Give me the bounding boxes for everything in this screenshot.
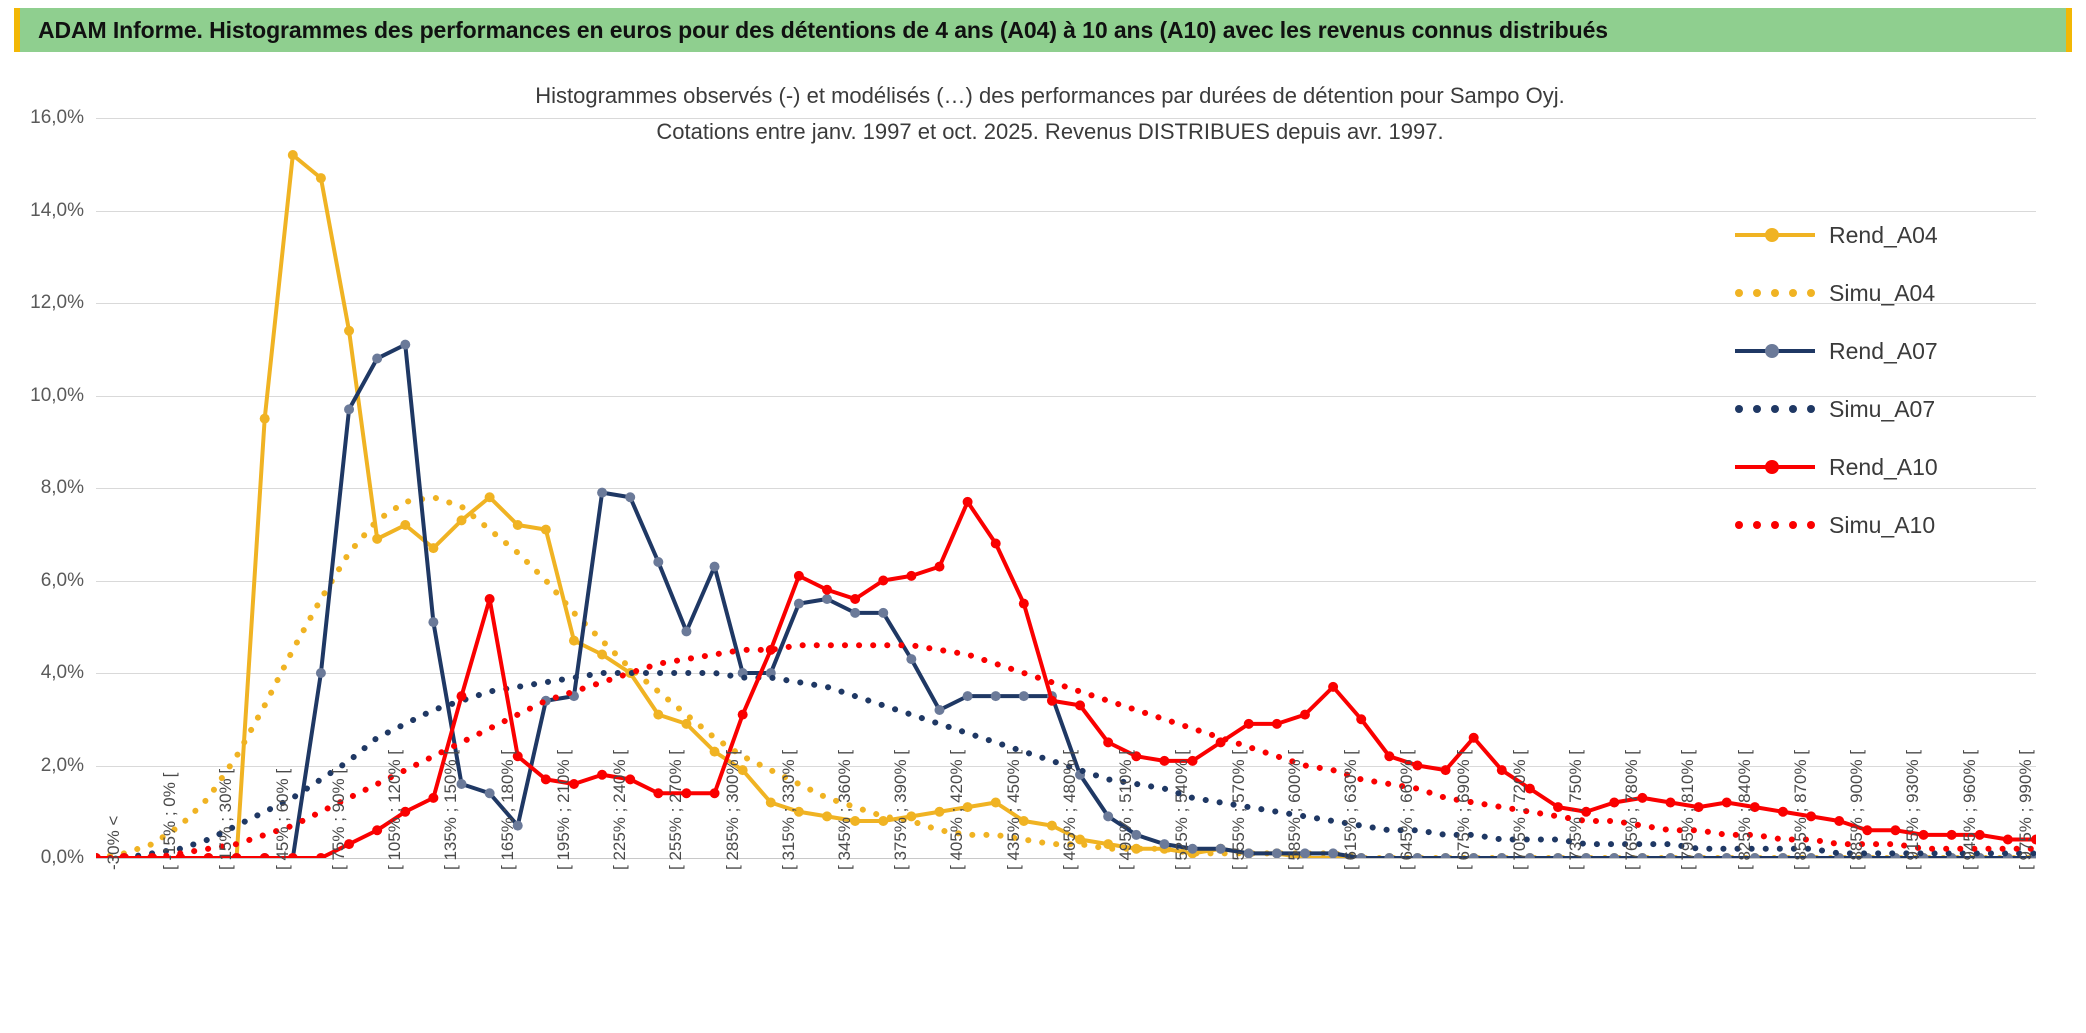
series-marker [203, 853, 213, 858]
series-marker [878, 576, 888, 586]
series-marker [372, 354, 382, 364]
x-axis-tick-label: [ 885% ; 900% [ [1847, 749, 1867, 870]
x-axis-tick-label: [ 735% ; 750% [ [1566, 749, 1586, 870]
series-marker [316, 668, 326, 678]
series-marker [991, 691, 1001, 701]
series-marker [485, 788, 495, 798]
x-axis-tick-label: [ 555% ; 570% [ [1228, 749, 1248, 870]
series-marker [541, 525, 551, 535]
x-axis-tick-label: [ 255% ; 270% [ [666, 749, 686, 870]
legend-swatch [1735, 515, 1815, 535]
series-marker [1159, 756, 1169, 766]
series-marker [822, 585, 832, 595]
series-marker [1384, 853, 1394, 858]
y-axis-tick-label: 8,0% [40, 477, 84, 498]
series-marker [428, 617, 438, 627]
x-axis-tick-label: [ 825% ; 840% [ [1734, 749, 1754, 870]
x-axis-tick-label: [ 855% ; 870% [ [1790, 749, 1810, 870]
x-axis-tick-label: [ 405% ; 420% [ [947, 749, 967, 870]
y-axis-tick-label: 16,0% [30, 107, 84, 128]
series-marker [794, 599, 804, 609]
legend-swatch [1735, 341, 1815, 361]
series-marker [1159, 839, 1169, 849]
series-marker [597, 488, 607, 498]
x-axis-tick-label: [ 765% ; 780% [ [1622, 749, 1642, 870]
x-axis-tick-label: [ 75% ; 90% [ [328, 768, 348, 870]
series-marker [1609, 798, 1619, 808]
x-axis-tick-label: [ 165% ; 180% [ [497, 749, 517, 870]
series-marker [653, 788, 663, 798]
series-marker [1890, 825, 1900, 835]
y-axis-tick-label: 14,0% [30, 199, 84, 221]
series-marker [1272, 848, 1282, 858]
series-marker [822, 594, 832, 604]
series-marker [569, 636, 579, 646]
chart-title-line1: Histogrammes observés (-) et modélisés (…) des performances par durées de détention pour Sampo Oyj. [535, 83, 1565, 108]
legend-swatch [1735, 457, 1815, 477]
x-axis-tick-label: [ 195% ; 210% [ [553, 749, 573, 870]
x-axis-tick-label: [ 945% ; 960% [ [1959, 749, 1979, 870]
legend-label: Rend_A04 [1829, 221, 1938, 248]
y-axis-tick-label: 12,0% [30, 292, 84, 313]
series-marker [597, 770, 607, 780]
x-axis-tick-label: [ 585% ; 600% [ [1284, 749, 1304, 870]
x-axis-tick-label: [ 645% ; 660% [ [1397, 749, 1417, 870]
series-marker [428, 543, 438, 553]
x-axis-tick-label: [ 315% ; 330% [ [778, 749, 798, 870]
legend-item[interactable] [1735, 264, 2065, 322]
series-marker [344, 404, 354, 414]
series-marker [1497, 853, 1507, 858]
series-marker [1075, 700, 1085, 710]
series-marker [1778, 807, 1788, 817]
x-axis-tick-label: [ 495% ; 510% [ [1116, 749, 1136, 870]
series-marker [1384, 751, 1394, 761]
legend-swatch [1735, 283, 1815, 303]
series-marker [850, 608, 860, 618]
series-marker [485, 492, 495, 502]
y-axis-tick-label: 10,0% [30, 384, 84, 406]
series-marker [457, 691, 467, 701]
series-marker [906, 571, 916, 581]
series-marker [934, 705, 944, 715]
series-marker [316, 853, 326, 858]
x-axis-tick-label: [ 375% ; 390% [ [891, 749, 911, 870]
series-marker [1834, 816, 1844, 826]
x-axis-tick-label: [ 285% ; 300% [ [722, 749, 742, 870]
x-axis-tick-label: [ 435% ; 450% [ [1003, 749, 1023, 870]
series-marker [1356, 714, 1366, 724]
series-marker [1216, 844, 1226, 854]
series-marker [963, 691, 973, 701]
chart-container [0, 56, 2086, 1033]
series-marker [485, 594, 495, 604]
x-axis-tick-label: [ 795% ; 810% [ [1678, 749, 1698, 870]
x-axis-tick-label: -30% < [104, 815, 123, 870]
series-marker [1665, 853, 1675, 858]
series-marker [934, 562, 944, 572]
banner-title: ADAM Informe. Histogrammes des performances en euros pour des détentions de 4 ans (A04) à 10 ans (A10) avec les revenus connus distribués [38, 16, 1608, 43]
series-marker [1047, 821, 1057, 831]
x-axis-tick-label: [ 45% ; 60% [ [272, 768, 292, 870]
series-marker [906, 654, 916, 664]
series-marker [991, 539, 1001, 549]
x-axis-tick-label: [ 225% ; 240% [ [610, 749, 630, 870]
x-axis-tick-label: [ 675% ; 690% [ [1453, 749, 1473, 870]
series-marker [1665, 798, 1675, 808]
series-marker [1441, 765, 1451, 775]
legend-item[interactable] [1735, 496, 2065, 554]
x-axis-tick-label: [ 525% ; 540% [ [1172, 749, 1192, 870]
series-marker [541, 774, 551, 784]
series-marker [597, 650, 607, 660]
series-marker [344, 326, 354, 336]
x-axis-tick-label: [ 705% ; 720% [ [1509, 749, 1529, 870]
series-marker [1328, 682, 1338, 692]
series-marker [1103, 811, 1113, 821]
series-marker [260, 853, 270, 858]
series-marker [710, 562, 720, 572]
legend-label: Simu_A04 [1829, 279, 1936, 306]
series-marker [1722, 853, 1732, 858]
y-axis-tick-label: 0,0% [40, 847, 84, 868]
series-marker [653, 557, 663, 567]
y-axis-tick-label: 2,0% [40, 754, 84, 776]
series-marker [963, 497, 973, 507]
series-marker [1497, 765, 1507, 775]
series-marker [1047, 696, 1057, 706]
series-marker [400, 520, 410, 530]
series-marker [1019, 691, 1029, 701]
series-marker [625, 492, 635, 502]
series-marker [1722, 798, 1732, 808]
legend-item[interactable] [1735, 380, 2065, 438]
chart-title-line2: Cotations entre janv. 1997 et oct. 2025. Revenus DISTRIBUES depuis avr. 1997. [656, 119, 1444, 144]
y-axis-tick-label: 6,0% [40, 569, 84, 591]
series-marker [288, 150, 298, 160]
series-marker [934, 807, 944, 817]
series-marker [457, 515, 467, 525]
x-axis-tick-label: [ 975% ; 990% [ [2015, 749, 2035, 870]
series-marker [316, 173, 326, 183]
series-marker [400, 340, 410, 350]
series-marker [878, 816, 888, 826]
series-marker [1300, 710, 1310, 720]
series-marker [878, 608, 888, 618]
series-marker [766, 798, 776, 808]
series-marker [710, 747, 720, 757]
x-axis-tick-label: [ 105% ; 120% [ [385, 749, 405, 870]
series-marker [1103, 737, 1113, 747]
series-marker [2003, 835, 2013, 845]
series-marker [1441, 853, 1451, 858]
legend-item[interactable] [1735, 438, 2065, 496]
legend-label: Simu_A07 [1829, 395, 1936, 422]
series-marker [1947, 830, 1957, 840]
series-marker [794, 571, 804, 581]
series-marker [710, 788, 720, 798]
x-axis-tick-label: [ 915% ; 930% [ [1903, 749, 1923, 870]
title-banner [14, 8, 2072, 52]
series-marker [513, 520, 523, 530]
series-marker [653, 710, 663, 720]
series-marker [1272, 719, 1282, 729]
y-axis-tick-label: 4,0% [40, 662, 84, 683]
series-marker [428, 793, 438, 803]
x-axis-tick-label: [ -15% ; 0% [ [160, 772, 180, 870]
x-axis-tick-label: [ 135% ; 150% [ [441, 749, 461, 870]
series-marker [260, 414, 270, 424]
series-marker [822, 811, 832, 821]
series-marker [1328, 848, 1338, 858]
series-marker [1469, 733, 1479, 743]
series-marker [1019, 599, 1029, 609]
x-axis-tick-label: [ 15% ; 30% [ [216, 768, 236, 870]
series-marker [681, 626, 691, 636]
legend-item[interactable] [1735, 206, 2065, 264]
legend-item[interactable] [1735, 322, 2065, 380]
series-marker [1553, 802, 1563, 812]
series-marker [1609, 853, 1619, 858]
x-axis-tick-label: [ 615% ; 630% [ [1341, 749, 1361, 870]
series-marker [850, 594, 860, 604]
legend-swatch [1735, 225, 1815, 245]
series-marker [991, 798, 1001, 808]
x-axis-tick-label: [ 345% ; 360% [ [835, 749, 854, 870]
legend-swatch [1735, 399, 1815, 419]
series-marker [1244, 719, 1254, 729]
x-axis-labels [96, 749, 2036, 1032]
legend-label: Rend_A07 [1829, 337, 1938, 364]
legend-label: Rend_A10 [1829, 453, 1938, 480]
series-marker [1553, 853, 1563, 858]
x-axis-tick-label: [ 465% ; 480% [ [1059, 749, 1079, 870]
chart-legend [1735, 206, 2065, 554]
series-marker [372, 825, 382, 835]
series-marker [372, 534, 382, 544]
series-marker [1778, 853, 1788, 858]
series-marker [738, 710, 748, 720]
legend-label: Simu_A10 [1829, 511, 1936, 538]
